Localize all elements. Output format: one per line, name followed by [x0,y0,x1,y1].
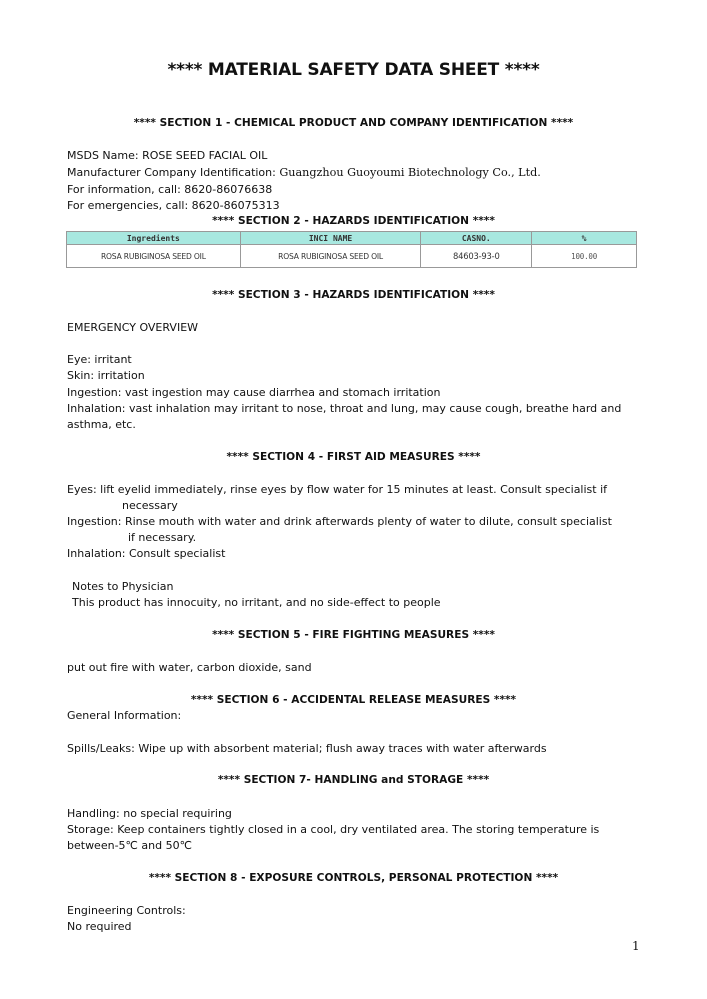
section-8-heading: **** SECTION 8 - EXPOSURE CONTROLS, PERSONAL PROTECTION **** [148,872,559,884]
manufacturer-line [67,166,541,180]
section-3-heading: **** SECTION 3 - HAZARDS IDENTIFICATION **** [212,289,495,301]
header-ingredients: Ingredients [67,232,241,245]
hazard-skin: Skin: irritation [67,369,145,382]
section-1-heading: **** SECTION 1 - CHEMICAL PRODUCT AND COMPANY IDENTIFICATION **** [133,117,574,129]
msds-name: MSDS Name: ROSE SEED FACIAL OIL [67,149,268,162]
hazard-eye: Eye: irritant [67,353,132,366]
emergency-overview: EMERGENCY OVERVIEW [67,321,199,334]
header-inci-name: INCI NAME [240,232,421,245]
page-number: 1 [632,939,640,953]
firstaid-inhalation: Inhalation: Consult specialist [67,547,226,560]
no-required: No required [67,920,132,933]
manufacturer-label: Manufacturer Company Identification: [67,166,280,179]
section-2-heading: **** SECTION 2 - HAZARDS IDENTIFICATION **** [212,215,495,227]
section-5-heading: **** SECTION 5 - FIRE FIGHTING MEASURES **** [212,629,495,641]
table-header-row [67,232,637,245]
header-casno: CASNO. [421,232,532,245]
emergency-phone: For emergencies, call: 8620-86075313 [67,199,280,212]
cell-inci-name: ROSA RUBIGINOSA SEED OIL [240,245,421,268]
cell-casno: 84603-93-0 [421,245,532,268]
spills-leaks: Spills/Leaks: Wipe up with absorbent material; flush away traces with water afterwards [67,742,547,755]
general-information: General Information: [67,709,182,722]
firstaid-eyes-cont: necessary [122,499,178,512]
engineering-controls: Engineering Controls: [67,904,186,917]
section-6-heading: **** SECTION 6 - ACCIDENTAL RELEASE MEASURES **** [190,694,517,706]
notes-to-physician-text: This product has innocuity, no irritant, and no side-effect to people [72,596,441,609]
firstaid-eyes: Eyes: lift eyelid immediately, rinse eyes by flow water for 15 minutes at least. Consult specialist if [67,483,608,496]
firstaid-ingestion: Ingestion: Rinse mouth with water and drink afterwards plenty of water to dilute, consult specialist [67,515,612,528]
storage: Storage: Keep containers tightly closed in a cool, dry ventilated area. The storing temperature is [67,823,600,836]
ingredients-table [66,231,637,268]
hazard-inhalation-cont: asthma, etc. [67,418,136,431]
storage-cont: between-5℃ and 50℃ [67,839,192,852]
handling: Handling: no special requiring [67,807,232,820]
hazard-inhalation: Inhalation: vast inhalation may irritant to nose, throat and lung, may cause cough, breathe hard and [67,402,622,415]
header-percent: % [532,232,637,245]
document-title: **** MATERIAL SAFETY DATA SHEET **** [167,60,540,80]
manufacturer-value: Guangzhou Guoyoumi Biotechnology Co., Ltd. [279,166,541,179]
section-7-heading: **** SECTION 7- HANDLING and STORAGE **** [217,774,490,786]
notes-to-physician-title: Notes to Physician [72,580,174,593]
section-4-heading: **** SECTION 4 - FIRST AID MEASURES **** [226,451,481,463]
firstaid-ingestion-cont: if necessary. [128,531,197,544]
hazard-ingestion: Ingestion: vast ingestion may cause diarrhea and stomach irritation [67,386,441,399]
table-row [67,245,637,268]
cell-percent: 100.00 [532,245,637,268]
info-phone: For information, call: 8620-86076638 [67,183,273,196]
fire-fighting-text: put out fire with water, carbon dioxide, sand [67,661,312,674]
cell-ingredient: ROSA RUBIGINOSA SEED OIL [67,245,241,268]
